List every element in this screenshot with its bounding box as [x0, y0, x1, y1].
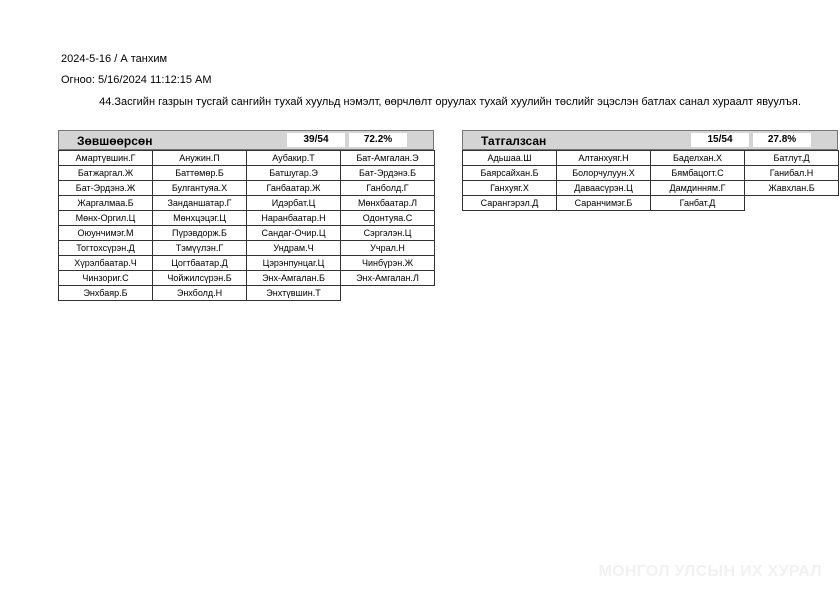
voter-name-cell: Мөнхбаатар.Л	[340, 195, 435, 211]
voter-name-cell: Ганбат.Д	[650, 195, 745, 211]
voter-name-cell: Сэргэлэн.Ц	[340, 225, 435, 241]
motion-title: 44.Засгийн газрын тусгай сангийн тухай хуульд нэмэлт, өөрчлөлт оруулах тухай хуулийн төслийг эцэслэн батлах санал хураалт явуулъя.	[99, 96, 801, 108]
voter-name-cell: Мөнхцэцэг.Ц	[152, 210, 247, 226]
voter-name-cell: Учрал.Н	[340, 240, 435, 256]
voter-name-cell: Ганхуяг.Х	[462, 180, 557, 196]
voter-name-cell: Булгантуяа.Х	[152, 180, 247, 196]
voter-name-cell: Сандаг-Очир.Ц	[246, 225, 341, 241]
voter-name-cell: Хүрэлбаатар.Ч	[58, 255, 153, 271]
voter-name-cell: Бат-Эрдэнэ.Б	[340, 165, 435, 181]
voter-name-cell: Идэрбат.Ц	[246, 195, 341, 211]
approved-header	[58, 130, 434, 150]
voter-name-cell: Анужин.П	[152, 150, 247, 166]
voter-name-cell: Дамдинням.Г	[650, 180, 745, 196]
voter-name-cell: Бат-Эрдэнэ.Ж	[58, 180, 153, 196]
approved-count: 39/54	[287, 133, 345, 147]
approved-names-grid	[58, 151, 434, 301]
voter-name-cell: Жаргалмаа.Б	[58, 195, 153, 211]
voter-name-cell: Ганбаатар.Ж	[246, 180, 341, 196]
rejected-label: Татгалзсан	[481, 134, 547, 148]
voter-name-cell: Бат-Амгалан.Э	[340, 150, 435, 166]
date-room-line: 2024-5-16 / А танхим	[61, 53, 168, 65]
approved-table	[58, 130, 434, 301]
approved-percent: 72.2%	[349, 133, 407, 147]
voter-name-cell: Болорчулуун.Х	[556, 165, 651, 181]
voter-name-cell: Энхболд.Н	[152, 285, 247, 301]
voter-name-cell: Мөнх-Оргил.Ц	[58, 210, 153, 226]
print-timestamp: Огноо: 5/16/2024 11:12:15 AM	[61, 74, 212, 86]
rejected-names-grid	[462, 151, 838, 211]
rejected-percent: 27.8%	[753, 133, 811, 147]
voter-name-cell: Энх-Амгалан.Л	[340, 270, 435, 286]
watermark: МОНГОЛ УЛСЫН ИХ ХУРАЛ	[598, 563, 822, 580]
voter-name-cell: Амартүвшин.Г	[58, 150, 153, 166]
voter-name-cell: Энхтүвшин.Т	[246, 285, 341, 301]
voter-name-cell: Чойжилсүрэн.Б	[152, 270, 247, 286]
voter-name-cell: Батшугар.Э	[246, 165, 341, 181]
voter-name-cell: Баделхан.Х	[650, 150, 745, 166]
voter-name-cell: Тогтохсүрэн.Д	[58, 240, 153, 256]
voter-name-cell: Алтанхуяг.Н	[556, 150, 651, 166]
voter-name-cell: Наранбаатар.Н	[246, 210, 341, 226]
voter-name-cell: Чинзориг.С	[58, 270, 153, 286]
approved-label: Зөвшөөрсөн	[77, 134, 153, 148]
voter-name-cell: Чинбүрэн.Ж	[340, 255, 435, 271]
voter-name-cell: Пүрэвдорж.Б	[152, 225, 247, 241]
voter-name-cell: Оюунчимэг.М	[58, 225, 153, 241]
voter-name-cell: Сарангэрэл.Д	[462, 195, 557, 211]
voter-name-cell: Занданшатар.Г	[152, 195, 247, 211]
voter-name-cell: Даваасүрэн.Ц	[556, 180, 651, 196]
voter-name-cell: Батжаргал.Ж	[58, 165, 153, 181]
voter-name-cell: Ганибал.Н	[744, 165, 839, 181]
voter-name-cell: Баттөмөр.Б	[152, 165, 247, 181]
voter-name-cell: Одонтуяа.С	[340, 210, 435, 226]
voter-name-cell: Жавхлан.Б	[744, 180, 839, 196]
voter-name-cell: Энхбаяр.Б	[58, 285, 153, 301]
voter-name-cell: Энх-Амгалан.Б	[246, 270, 341, 286]
voter-name-cell: Баярсайхан.Б	[462, 165, 557, 181]
rejected-table	[462, 130, 838, 211]
rejected-header	[462, 130, 838, 150]
voter-name-cell: Ганболд.Г	[340, 180, 435, 196]
voter-name-cell: Батлут.Д	[744, 150, 839, 166]
voter-name-cell: Адьшаа.Ш	[462, 150, 557, 166]
voter-name-cell: Тэмүүлэн.Г	[152, 240, 247, 256]
voter-name-cell: Цогтбаатар.Д	[152, 255, 247, 271]
voter-name-cell: Цэрэнпунцаг.Ц	[246, 255, 341, 271]
rejected-count: 15/54	[691, 133, 749, 147]
voter-name-cell: Аубакир.Т	[246, 150, 341, 166]
voter-name-cell: Ундрам.Ч	[246, 240, 341, 256]
voter-name-cell: Саранчимэг.Б	[556, 195, 651, 211]
voter-name-cell: Бямбацогт.С	[650, 165, 745, 181]
